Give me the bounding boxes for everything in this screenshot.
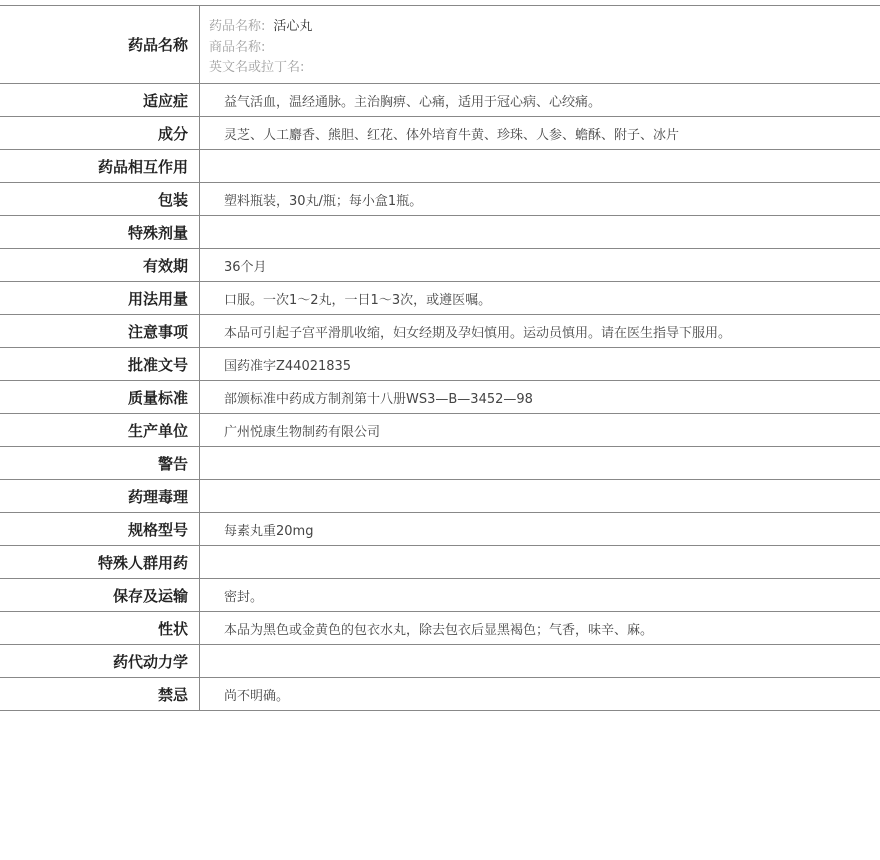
row-value: 国药准字Z44021835 <box>224 358 352 374</box>
row-label: 药品名称 <box>0 6 200 83</box>
special-dosage-row <box>0 216 880 249</box>
row-label: 注意事项 <box>0 315 200 347</box>
quality-standard-row <box>0 381 880 414</box>
special-populations-row <box>0 546 880 579</box>
row-label: 药品相互作用 <box>0 150 200 182</box>
description-row <box>0 612 880 645</box>
row-value <box>200 150 880 182</box>
row-value: 每素丸重20mg <box>224 523 314 539</box>
indication-row <box>0 84 880 117</box>
row-label: 用法用量 <box>0 282 200 314</box>
approval-number-row <box>0 348 880 381</box>
row-label: 保存及运输 <box>0 579 200 611</box>
row-label: 包装 <box>0 183 200 215</box>
row-value: 部颁标准中药成方制剂第十八册WS3—B—3452—98 <box>224 391 533 407</box>
row-label: 质量标准 <box>0 381 200 413</box>
pharmacokinetics-row <box>0 645 880 678</box>
latin-name-key: 英文名或拉丁名: <box>209 60 305 75</box>
row-value: 益气活血，温经通脉。主治胸痹、心痛，适用于冠心病、心绞痛。 <box>224 94 602 110</box>
row-value: 灵芝、人工麝香、熊胆、红花、体外培育牛黄、珍珠、人参、蟾酥、附子、冰片 <box>224 127 680 143</box>
interactions-row <box>0 150 880 183</box>
contraindications-row <box>0 678 880 711</box>
latin-name-line <box>209 58 880 79</box>
trade-name-key: 商品名称: <box>209 39 266 55</box>
dosage-row <box>0 282 880 315</box>
generic-name-key: 药品名称: <box>209 19 266 34</box>
row-label: 生产单位 <box>0 414 200 446</box>
row-label: 有效期 <box>0 249 200 281</box>
row-label: 药代动力学 <box>0 645 200 677</box>
row-label: 规格型号 <box>0 513 200 545</box>
row-label: 药理毒理 <box>0 480 200 512</box>
row-value <box>200 546 880 578</box>
row-value <box>200 645 880 677</box>
row-value: 尚不明确。 <box>224 688 290 704</box>
shelf-life-row <box>0 249 880 282</box>
row-label: 批准文号 <box>0 348 200 380</box>
row-label: 特殊剂量 <box>0 216 200 248</box>
specification-row <box>0 513 880 546</box>
row-value <box>200 480 880 512</box>
row-value: 口服。一次1～2丸，一日1～3次，或遵医嘱。 <box>224 292 492 308</box>
row-label: 警告 <box>0 447 200 479</box>
drug-spec-table <box>0 5 880 711</box>
row-value: 广州悦康生物制药有限公司 <box>224 424 381 440</box>
row-value <box>200 216 880 248</box>
row-value: 塑料瓶装，30丸/瓶；每小盒1瓶。 <box>224 193 423 209</box>
warning-row <box>0 447 880 480</box>
ingredients-row <box>0 117 880 150</box>
row-value: 本品可引起子宫平滑肌收缩，妇女经期及孕妇慎用。运动员慎用。请在医生指导下服用。 <box>224 325 732 341</box>
pharmacology-row <box>0 480 880 513</box>
row-label: 禁忌 <box>0 678 200 710</box>
row-label: 性状 <box>0 612 200 644</box>
generic-name-line <box>209 17 880 38</box>
row-label: 适应症 <box>0 84 200 116</box>
row-value: 36个月 <box>224 259 267 275</box>
packaging-row <box>0 183 880 216</box>
storage-row <box>0 579 880 612</box>
drug-name-values <box>200 6 880 83</box>
drug-name-row <box>0 6 880 84</box>
trade-name-line <box>209 38 880 59</box>
generic-name-value: 活心丸 <box>273 19 313 34</box>
row-value: 密封。 <box>224 589 264 605</box>
precautions-row <box>0 315 880 348</box>
row-value: 本品为黑色或金黄色的包衣水丸，除去包衣后显黑褐色；气香，味辛、麻。 <box>224 622 654 638</box>
row-label: 成分 <box>0 117 200 149</box>
row-label: 特殊人群用药 <box>0 546 200 578</box>
manufacturer-row <box>0 414 880 447</box>
row-value <box>200 447 880 479</box>
